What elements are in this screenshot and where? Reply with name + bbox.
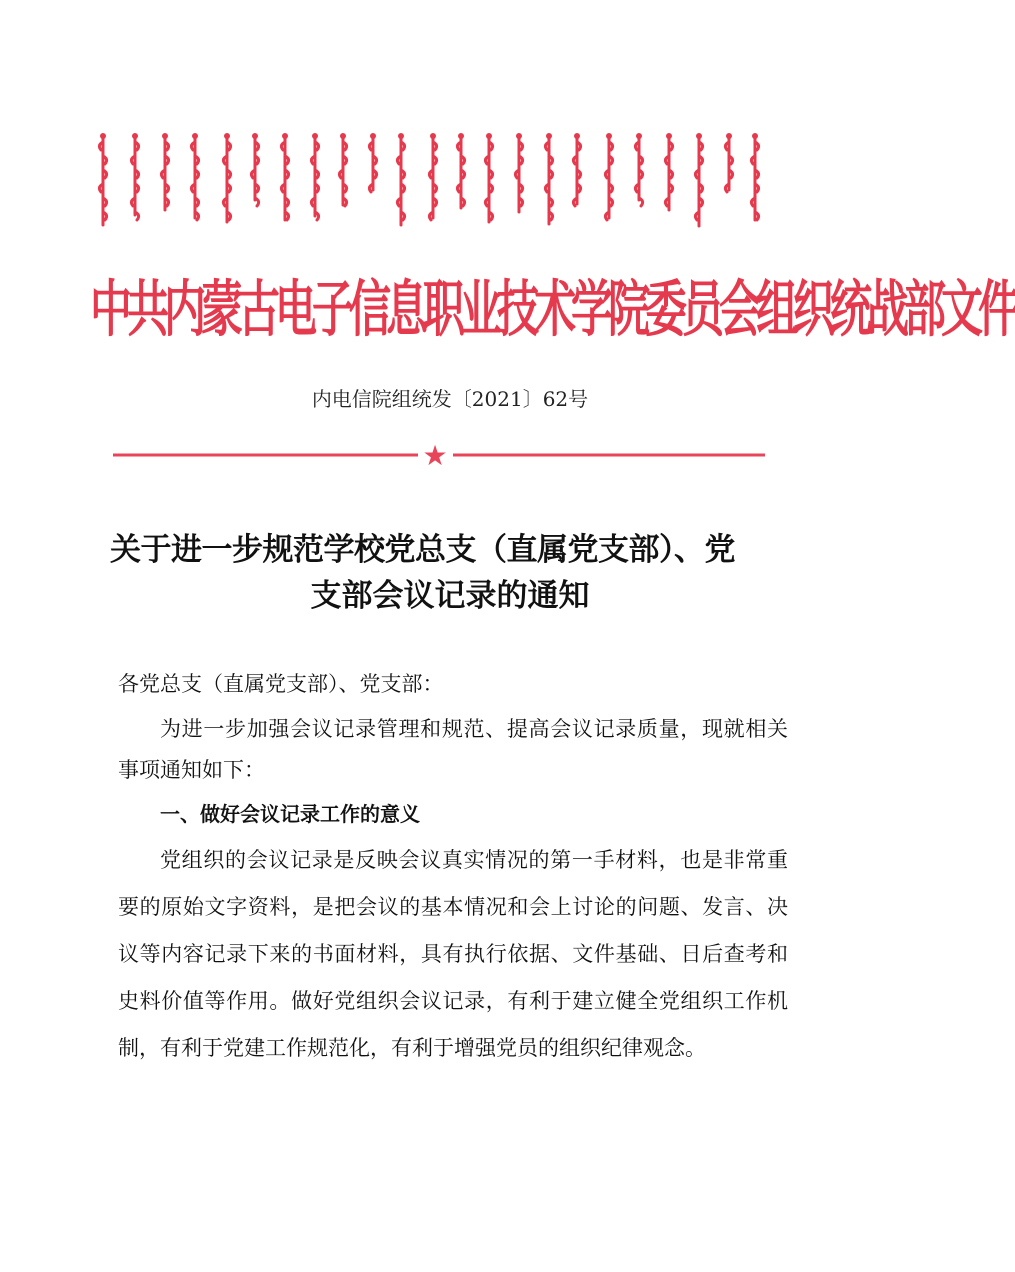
mongolian-glyph-column bbox=[429, 133, 436, 220]
mongolian-glyph-column bbox=[251, 133, 258, 206]
mongolian-glyph-column bbox=[339, 133, 346, 206]
mongolian-glyph-column bbox=[191, 133, 198, 220]
mongolian-glyph-column bbox=[725, 133, 732, 192]
mongolian-glyph-column bbox=[281, 133, 288, 220]
document-title bbox=[110, 527, 790, 619]
issuing-organization-title: 中共内蒙古电子信息职业技术学院委员会组织统战部文件 bbox=[90, 273, 1015, 345]
section-heading-1: 一、做好会议记录工作的意义 bbox=[160, 802, 420, 826]
mongolian-glyph-column bbox=[223, 133, 230, 222]
paragraph-intro: 为进一步加强会议记录管理和规范、提高会议记录质量，现就相关事项通知如下： bbox=[118, 717, 788, 782]
mongolian-glyph-column bbox=[515, 133, 522, 212]
mongolian-glyph-column bbox=[457, 133, 464, 208]
mongolian-glyph-column bbox=[161, 133, 168, 210]
red-separator-rule bbox=[113, 440, 765, 470]
rule-star-icon: ★ bbox=[422, 439, 448, 472]
paragraph-significance: 党组织的会议记录是反映会议真实情况的第一手材料，也是非常重要的原始文字资料，是把会议的基本情况和会上讨论的问题、发言、决议等内容记录下来的书面材料，具有执行依据、文件基础、日后查考和史料价值等作用。做好党组织会议记录，有利于建立健全党组织工作机制，有利于党建工作规范化，有利于增强党员的组织纪律观念。 bbox=[118, 848, 788, 1060]
mongolian-glyph-column bbox=[695, 133, 702, 226]
mongolian-glyph-column bbox=[99, 133, 106, 225]
document-body bbox=[118, 664, 788, 1072]
mongolian-glyph-column bbox=[485, 133, 492, 222]
mongolian-glyph-column bbox=[311, 133, 318, 220]
mongolian-glyph-column bbox=[369, 133, 376, 192]
mongolian-glyph-column bbox=[573, 133, 580, 206]
mongolian-glyph-column bbox=[397, 133, 404, 225]
mongolian-glyph-column bbox=[635, 133, 642, 206]
salutation: 各党总支（直属党支部）、党支部： bbox=[118, 672, 444, 696]
mongolian-glyph-column bbox=[605, 133, 612, 220]
title-line-2: 支部会议记录的通知 bbox=[310, 578, 590, 614]
mongolian-glyph-column bbox=[545, 133, 552, 224]
mongolian-glyph-column bbox=[665, 133, 672, 210]
title-line-1: 关于进一步规范学校党总支（直属党支部）、党 bbox=[110, 532, 735, 568]
document-number: 内电信院组统发〔2021〕62号 bbox=[311, 387, 589, 411]
mongolian-glyph-column bbox=[131, 133, 138, 220]
mongolian-glyph-column bbox=[751, 133, 758, 220]
mongolian-script-header bbox=[95, 130, 775, 240]
